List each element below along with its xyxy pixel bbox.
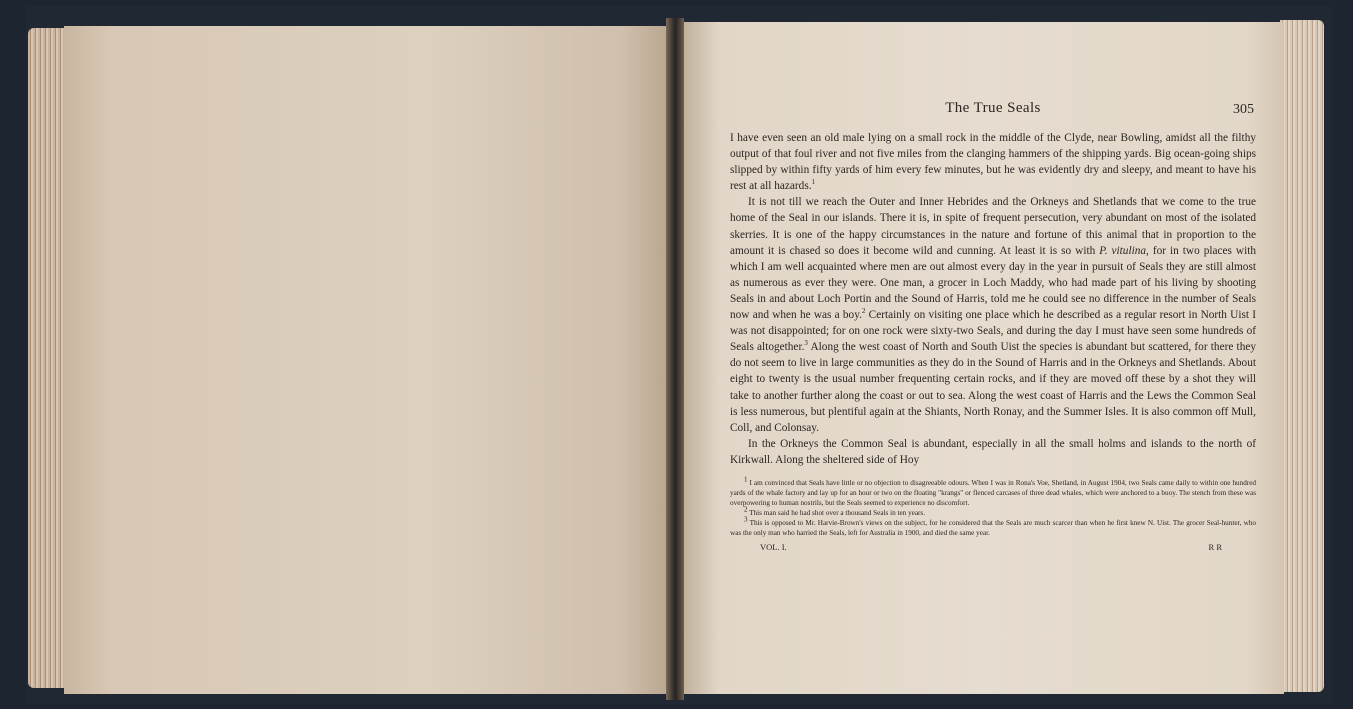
footnote-3: [730, 515, 1256, 538]
page-text: [730, 100, 1256, 556]
footnote-3-text: This is opposed to Mr. Harvie-Brown's views on the subject, for he considered that the Seals are much scarcer than when he first knew N. Uist. The grocer Seal-hunter, who was the only man who harried the Seals, left for Australia in 1900, and died the same year.: [730, 518, 1256, 537]
book-gutter: [666, 18, 684, 700]
blank-left-page: [64, 26, 670, 694]
signature-line: [730, 542, 1256, 556]
footnote-separator: [730, 468, 1256, 478]
paragraph-orkneys: In the Orkneys the Common Seal is abundant, especially in all the small holms and islands to the north of Kirkwall. Along the sheltered side of Hoy: [730, 437, 1256, 466]
page-number: 305: [1233, 102, 1254, 117]
footnote-1-text: I am convinced that Seals have little or no objection to disagreeable odours. When I was in Rona's Voe, Shetland, in August 1904, two Seals came daily to within one hundred yards of the whale factory and lay up for an hour or two on the floating "krangs" or flenced carcases of three dead whales, which were anchored to a buoy. The stench from these was overpowering to human nostrils, but the Seals seemed to experience no discomfort.: [730, 478, 1257, 507]
footnote-1-mark: 1: [744, 475, 748, 484]
sheet-signature: R R: [1208, 541, 1222, 552]
footnote-1: [730, 475, 1257, 508]
footnote-ref-3: 3: [804, 339, 808, 348]
footnote-2-mark: 2: [744, 505, 748, 514]
species-name: P. vitulina: [1099, 244, 1147, 257]
running-title: The True Seals: [945, 100, 1041, 116]
paragraph-hebrides-text-a: It is not till we reach the Outer and Inner Hebrides and the Orkneys and Shetlands that we come to the true home of the Seal in our islands. There it is, in spite of frequent persecution, very abundant on most of the isolated skerries. It is one of the happy circumstances in the nature and fortune of this animal that in proportion to the amount it is chased so does it become wild and cunning. At least it is so with: [730, 196, 1256, 257]
running-head: [730, 100, 1256, 122]
paragraph-hebrides-text-c: Certainly on visiting one place which he described as a regular resort in North Uist I was not disappointed; for on one rock were sixty-two Seals, and during the day I must have seen some hundreds of Seals altogether.: [730, 309, 1257, 354]
paragraph-hebrides-text-b: , for in two places with which I am well acquainted where men are out almost every day in the year in pursuit of Seals they are still almost as numerous as ever they were. One man, a grocer in Loch Maddy, who had made part of his living by shooting Seals in and about Loch Portin and the Sound of Harris, told me he could see no difference in the number of Seals now and when he was a boy.: [730, 244, 1257, 322]
footnote-ref-1: 1: [811, 178, 816, 187]
footnote-ref-2: 2: [861, 307, 866, 316]
volume-mark: VOL. I.: [760, 541, 787, 552]
footnote-3-mark: 3: [744, 515, 748, 524]
paragraph-hebrides-text-d: Along the west coast of North and South Uist the species is abundant but scattered, for there they do not seem to live in large communities as they do in the Sound of Harris and in the Orkneys and Shetlands. About eight to twenty is the usual number frequenting certain rocks, and if they are moved off these by a shot they will take to another further along the coast or out to sea. Along the west coast of Harris and the Lews the Common Seal is less numerous, but plentiful again at the Shiants, North Ronay, and the Summer Isles. It is also common off Mull, Coll, and Colonsay.: [730, 341, 1256, 434]
footnote-2: [730, 505, 1256, 518]
paragraph-clyde: [730, 130, 1256, 194]
paragraph-clyde-text: I have even seen an old male lying on a small rock in the middle of the Clyde, near Bowling, amidst all the filthy output of that foul river and not five miles from the clanging hammers of the shipping yards. Big ocean-going ships slipped by within fifty yards of him every few minutes, but he was evidently dry and sleepy, and meant to have his rest at all hazards.: [730, 132, 1256, 193]
paragraph-hebrides: [730, 194, 1256, 435]
footnote-2-text: This man said he had shot over a thousand Seals in ten years.: [749, 508, 926, 517]
right-page-edges: [1280, 20, 1324, 692]
